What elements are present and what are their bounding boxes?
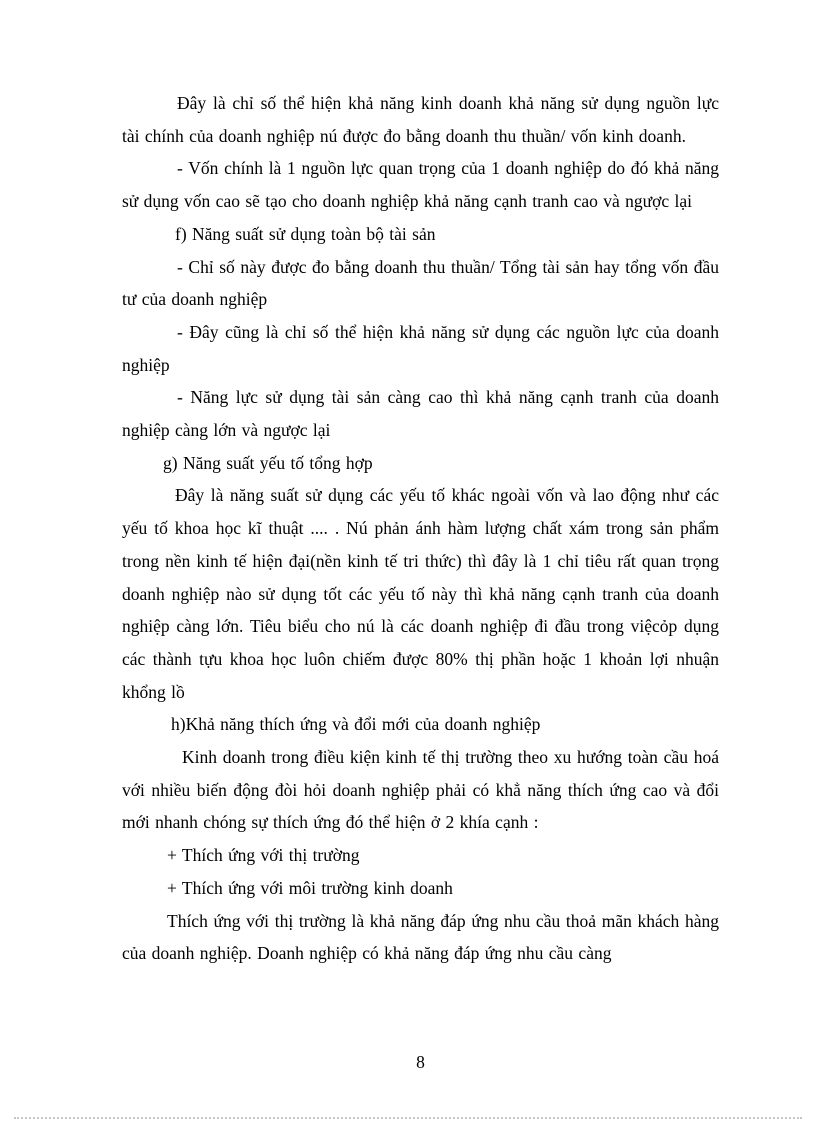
- bullet-market-adaptation: + Thích ứng với thị trường: [167, 845, 360, 866]
- bullet-capital-resource: - Vốn chính là 1 nguồn lực quan trọng của 1 doanh nghiệp do đó khả năng sử dụng vốn cao sẽ tạo cho doanh nghiệp khả năng cạnh tranh cao và ngược lại: [122, 158, 719, 212]
- bullet-measured-by-revenue: - Chỉ số này được đo bằng doanh thu thuần/ Tổng tài sản hay tổng vốn đầu tư của doanh nghiệp: [122, 256, 719, 310]
- heading-f-total-asset-productivity: f) Năng suất sử dụng toàn bộ tài sản: [175, 223, 436, 244]
- bullet-resource-usage-indicator: - Đây cũng là chỉ số thể hiện khả năng sử dụng các nguồn lực của doanh nghiệp: [122, 321, 719, 375]
- bullet-asset-usage-competitiveness: - Năng lực sử dụng tài sản càng cao thì khả năng cạnh tranh của doanh nghiệp càng lớn và ngược lại: [122, 387, 719, 441]
- heading-g-total-factor-productivity: g) Năng suất yếu tố tổng hợp: [163, 452, 373, 473]
- page-bottom-dotted-border: [14, 1117, 802, 1119]
- para-tfp-description: Đây là năng suất sử dụng các yếu tố khác ngoài vốn và lao động như các yếu tố khoa học kĩ thuật .... . Nú phản ánh hàm lượng chất xám trong sản phẩm trong nền kinh tế hiện đại(nền kinh tế tri thức) thì đây là 1 chỉ tiêu rất quan trọng doanh nghiệp nào sử dụng tốt các yếu tố này thì khả năng cạnh tranh của doanh nghiệp càng lớn. Tiêu biểu cho nú là các doanh nghiệp đi đầu trong việcỏp dụng các thành tựu khoa học luôn chiếm được 80% thị phần hoặc 1 khoản lợi nhuận khổng lồ: [122, 485, 719, 702]
- heading-h-adaptability: h)Khả năng thích ứng và đổi mới của doanh nghiệp: [171, 714, 541, 735]
- para-market-adaptation-detail: Thích ứng với thị trường là khả năng đáp ứng nhu cầu thoả mãn khách hàng của doanh nghiệp. Doanh nghiệp có khả năng đáp ứng nhu cầu càng: [122, 910, 719, 964]
- para-business-adaptability: Kinh doanh trong điều kiện kinh tế thị trường theo xu hướng toàn cầu hoá với nhiều biến động đòi hỏi doanh nghiệp phải có khẳ năng thích ứng cao và đổi mới nhanh chóng sự thích ứng đó thể hiện ở 2 khía cạnh :: [122, 747, 719, 833]
- bullet-environment-adaptation: + Thích ứng với môi trường kinh doanh: [167, 877, 453, 898]
- para-financial-capability: Đây là chỉ số thể hiện khả năng kinh doanh khả năng sử dụng nguồn lực tài chính của doanh nghiệp nú được đo bằng doanh thu thuần/ vốn kinh doanh.: [122, 93, 719, 146]
- page-number: 8: [416, 1052, 425, 1072]
- document-text-block: [122, 87, 719, 970]
